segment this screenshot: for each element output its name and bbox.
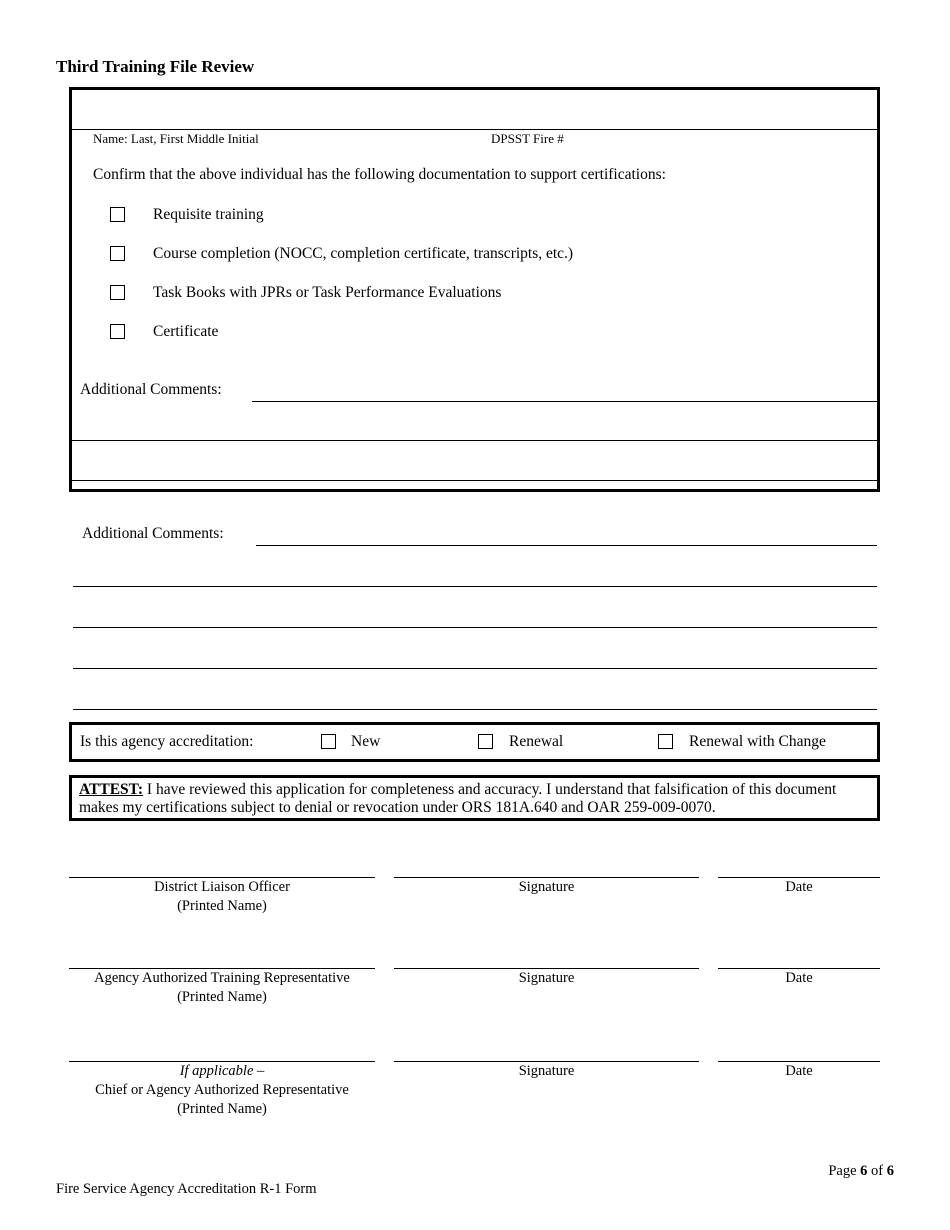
date-label: Date xyxy=(785,970,813,986)
comments-line[interactable] xyxy=(73,668,877,669)
attest-label: ATTEST: xyxy=(79,781,144,798)
date-label: Date xyxy=(785,1063,813,1079)
inner-comments-line[interactable] xyxy=(72,440,877,441)
certificate-checkbox[interactable] xyxy=(110,324,125,339)
name-field-label: Name: Last, First Middle Initial xyxy=(93,131,259,146)
course-completion-checkbox[interactable] xyxy=(110,246,125,261)
comments-line[interactable] xyxy=(73,709,877,710)
inner-comments-line[interactable] xyxy=(72,480,877,481)
renewal-checkbox[interactable] xyxy=(478,734,493,749)
course-completion-label: Course completion (NOCC, completion certificate, transcripts, etc.) xyxy=(153,245,574,262)
name-field-line[interactable] xyxy=(72,129,877,130)
signature-label: Signature xyxy=(518,970,575,986)
renewal-with-change-label: Renewal with Change xyxy=(689,733,826,750)
certificate-label: Certificate xyxy=(153,323,219,340)
page-title: Third Training File Review xyxy=(56,57,255,76)
comments-line[interactable] xyxy=(73,586,877,587)
new-label: New xyxy=(351,733,381,750)
task-books-checkbox[interactable] xyxy=(110,285,125,300)
accreditation-question: Is this agency accreditation: xyxy=(80,733,254,750)
footer-form-name: Fire Service Agency Accreditation R-1 Form xyxy=(56,1181,317,1197)
inner-comments-line[interactable] xyxy=(252,401,877,402)
dpsst-field-label: DPSST Fire # xyxy=(491,131,564,146)
renewal-label: Renewal xyxy=(509,733,564,750)
comments-line[interactable] xyxy=(73,627,877,628)
new-checkbox[interactable] xyxy=(321,734,336,749)
attest-box xyxy=(69,775,880,821)
training-representative-label: Agency Authorized Training Representative (Printed Name) xyxy=(94,970,350,1005)
inner-comments-label: Additional Comments: xyxy=(80,381,222,398)
chief-representative-label: If applicable – Chief or Agency Authorized Representative (Printed Name) xyxy=(95,1063,349,1117)
comments-line[interactable] xyxy=(256,545,877,546)
task-books-label: Task Books with JPRs or Task Performance Evaluations xyxy=(153,284,502,301)
page-number: Page 6 of 6 xyxy=(828,1163,894,1179)
district-liaison-officer-label: District Liaison Officer (Printed Name) xyxy=(154,879,290,914)
comments-label: Additional Comments: xyxy=(82,525,224,542)
renewal-with-change-checkbox[interactable] xyxy=(658,734,673,749)
requisite-training-checkbox[interactable] xyxy=(110,207,125,222)
signature-label: Signature xyxy=(518,1063,575,1079)
attest-text: I have reviewed this application for completeness and accuracy. I understand that falsification of this document makes my certifications subject to denial or revocation under ORS 181A.640 and OAR 259-009-0070. xyxy=(79,781,837,816)
signature-label: Signature xyxy=(518,879,575,895)
date-label: Date xyxy=(785,879,813,895)
confirm-text: Confirm that the above individual has the following documentation to support certifications: xyxy=(93,166,666,183)
requisite-training-label: Requisite training xyxy=(153,206,264,223)
